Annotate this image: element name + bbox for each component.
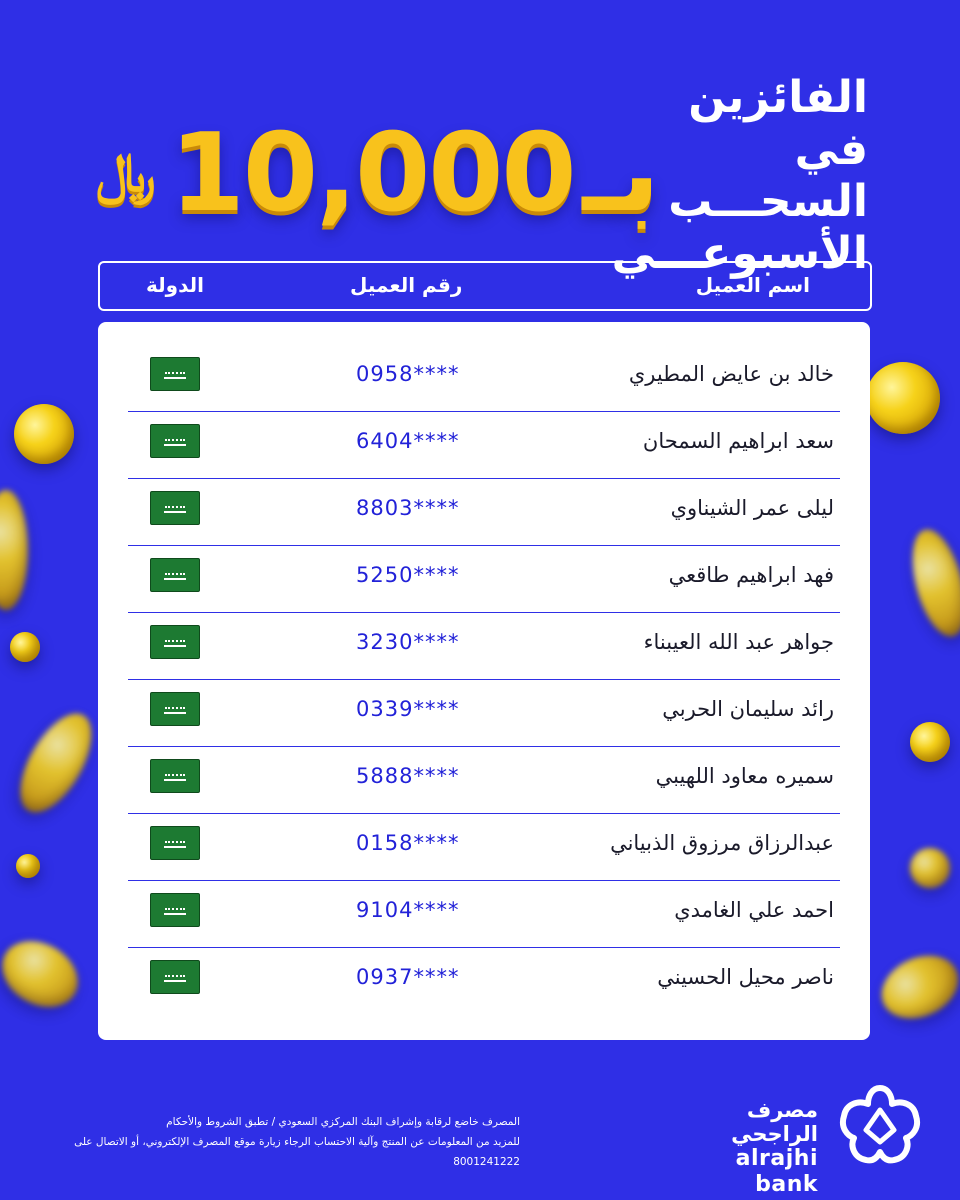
table-row (128, 612, 840, 680)
customer-number: 0339**** (356, 697, 460, 721)
gold-coin-icon (866, 362, 940, 434)
table-row (128, 478, 840, 546)
alrajhi-logo-icon (836, 1082, 924, 1166)
footer-line: للمزيد من المعلومات عن المنتج وآلية الاحتساب الرجاء زيارة موقع المصرف الإلكتروني، أو الاتصال على 8001241222 (74, 1136, 520, 1168)
customer-name: سعد ابراهيم السمحان (642, 429, 834, 453)
customer-number: 6404**** (356, 429, 460, 453)
saudi-flag-icon (150, 491, 200, 525)
customer-number: 5888**** (356, 764, 460, 788)
header-country: الدولة (146, 273, 204, 297)
gold-coin-icon (10, 632, 40, 662)
customer-name: ناصر محيل الحسيني (657, 965, 834, 989)
customer-number: 0158**** (356, 831, 460, 855)
customer-number: 3230**** (356, 630, 460, 654)
riyal-currency-icon: ﷼ (96, 141, 156, 204)
headline-line: الأسبوعـــي (611, 228, 868, 279)
brand-name-english: alrajhi bank (735, 1146, 818, 1197)
customer-name: سميره معاود اللهيبي (655, 764, 834, 788)
footer-disclaimer (50, 1112, 520, 1172)
winners-table (98, 322, 870, 1040)
header-customer-number: رقم العميل (350, 273, 463, 297)
saudi-flag-icon (150, 960, 200, 994)
customer-name: عبدالرزاق مرزوق الذبياني (610, 831, 834, 855)
headline-line: السحـــب (668, 176, 868, 227)
gold-coin-icon (910, 848, 950, 888)
saudi-flag-icon (150, 826, 200, 860)
prize-amount: 10,000 (169, 110, 575, 236)
gold-coin-icon (16, 854, 40, 878)
saudi-flag-icon (150, 424, 200, 458)
saudi-flag-icon (150, 893, 200, 927)
header-customer-name: اسم العميل (695, 273, 810, 297)
headline-line: الفائزين في (688, 72, 868, 175)
table-row (128, 679, 840, 747)
gold-coin-icon (0, 928, 90, 1020)
table-row (128, 947, 840, 1014)
footer-line: المصرف خاضع لرقابة وإشراف البنك المركزي السعودي / تطبق الشروط والأحكام (166, 1116, 520, 1128)
gold-coin-icon (871, 944, 960, 1030)
table-row (128, 813, 840, 881)
customer-name: رائد سليمان الحربي (662, 697, 834, 721)
table-header (98, 261, 872, 311)
gold-coin-icon (0, 490, 28, 610)
prize-amount-banner (96, 108, 661, 238)
gold-coin-icon (6, 702, 106, 823)
saudi-flag-icon (150, 558, 200, 592)
saudi-flag-icon (150, 759, 200, 793)
customer-name: ليلى عمر الشيناوي (670, 496, 834, 520)
table-row (128, 411, 840, 479)
customer-number: 9104**** (356, 898, 460, 922)
table-row (128, 880, 840, 948)
customer-name: خالد بن عايض المطيري (628, 362, 834, 386)
customer-number: 8803**** (356, 496, 460, 520)
gold-coin-icon (910, 722, 950, 762)
table-row (128, 344, 840, 412)
brand-name (694, 1098, 818, 1198)
saudi-flag-icon (150, 625, 200, 659)
customer-name: احمد علي الغامدي (674, 898, 834, 922)
saudi-flag-icon (150, 692, 200, 726)
gold-coin-icon (903, 524, 960, 642)
table-row (128, 746, 840, 814)
customer-number: 5250**** (356, 563, 460, 587)
customer-number: 0937**** (356, 965, 460, 989)
customer-name: فهد ابراهيم طاقعي (668, 563, 834, 587)
customer-number: 0958**** (356, 362, 460, 386)
table-row (128, 545, 840, 613)
brand-name-arabic: مصرف الراجحي (731, 1098, 818, 1146)
saudi-flag-icon (150, 357, 200, 391)
prize-prefix: بـ (582, 110, 661, 236)
gold-coin-icon (14, 404, 74, 464)
customer-name: جواهر عبد الله العيبناء (643, 630, 834, 654)
